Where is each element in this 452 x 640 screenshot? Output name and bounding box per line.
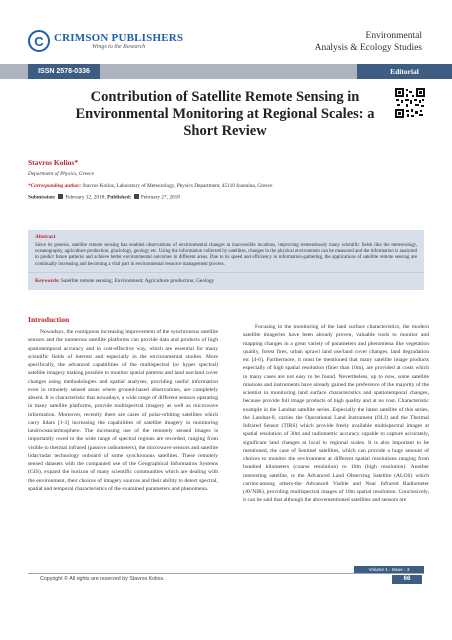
corresponding-label: *Corresponding author: <box>28 183 82 189</box>
body-column-right <box>243 323 429 505</box>
crimson-logo-icon: C <box>28 30 50 52</box>
calendar-icon <box>58 194 63 199</box>
body-column-left <box>28 328 218 493</box>
publisher-logo <box>28 30 183 52</box>
corresponding-author <box>28 183 272 189</box>
corresponding-text: Stavros Kolios, Laboratory of Meteorology, Physics Department, 45110 Ioannina, Greece <box>82 183 273 189</box>
published-date: February 27, 2018 <box>140 194 180 201</box>
calendar-icon <box>134 194 139 199</box>
footer-divider <box>28 573 424 574</box>
publisher-tagline: Wings to the Research <box>92 44 146 50</box>
author-name: Stavros Kolios* <box>28 158 79 167</box>
abstract-heading: Abstract <box>35 234 56 240</box>
qr-code-icon <box>395 88 425 118</box>
keywords-text: Satellite remote sensing; Environment; Agriculture production; Geology <box>61 278 215 284</box>
submission-label: Submission: <box>28 194 56 201</box>
introduction-heading: Introduction <box>28 315 70 324</box>
volume-issue-badge: Volume 1 - Issue - 3 <box>354 566 424 573</box>
abstract-text: Since its genesis, satellite remote sensing has enabled observations of environmental changes at inaccessible locations, improving tremendously many scientific fields like the meteorology, oceanography, agriculture production, glaciology, geology etc. Using the information collected by satellites, changes in the physical environment can be measured and the information is analyzed to predict future patterns and achieve better environmental outcomes in different areas. Due to its speed and efficiency in information-gathering, the applications of satellite remote sensing are continually increasing and becoming a vital part in environmental resource management process. <box>35 243 417 267</box>
issn-badge: ISSN 2578-0336 <box>28 64 100 79</box>
section-badge: Editorial <box>357 64 452 79</box>
intro-paragraph-1: Nowadays, the contiguous increasing improvement of the synchronous satellite sensors and the numerous satellite platforms can provide data and products of high spatiotemporal accuracy and in cost-effective way, which are essential for many scientific fields of interest and especially in the environmental studies. More specifically, the advanced capabilities of the multispectral (or hyper spectral) satellite imagery making possible to monitor spatial patterns and land use/land cover changes using methodologies and spatial analyses, providing useful information even in remotely sensed areas where ground-based observations, are completely absent. It is characteristic that nowadays, a wide range of different sensors operating in many satellite platforms, provide multispectral imagery as well as microwave information. Moreover, recently there are cases of polar-orbiting satellites which carry lidars [1-3] increasing the capabilities of satellite imagery in monitoring land/ocean/atmosphere. The increasing use of the remotely sensed images is importantly owed to the wide range of spectral regions are recorded, ranging from visible to thermal infrared (passive radiometers), the microwave sensors and satellite lidar/radar technology onboard of some synchronous satellites. These remotely sensed datasets with the companied use of the Geographical Information Systems (GIS), expand the horizon of many scientific communities which are dealing with the environment, their choices of imagery sources and their ability to detect spectral, spatial and temporal characteristics of the examined parameters and phenomena. <box>28 329 218 492</box>
keywords-box <box>28 272 424 290</box>
journal-name: Environmental Analysis & Ecology Studies <box>314 31 422 53</box>
page-number: 66 <box>392 575 422 584</box>
publisher-name: CRIMSON PUBLISHERS <box>54 32 184 44</box>
article-title: Contribution of Satellite Remote Sensing in Environmental Monitoring at Regional Scales: a Short Review <box>75 89 375 139</box>
header-bar <box>0 64 452 79</box>
keywords-label: Keywords: <box>35 278 60 284</box>
copyright-notice: Copyright © All rights are reserved by Stavros Kolios. <box>40 576 165 582</box>
intro-paragraph-2: Focusing in the monitoring of the land surface characteristics, the modern satellite imageries have been already proven, valuable tools to monitor and mapping changes in a great variety of parameters and phenomena like vegetation quality, forest fires, urban sprawl land use/land cover changes, land degradation etc [4-6]. Furthermore, it must be mentioned that many satellite image products especially of high spatial resolution (finer than 10m), are provided at costs which in many cases are not easy to be found. Nevertheless, up to now, some satellite missions and instruments have already gained the preference of the majority of the scientist in monitoring land surface characteristics and spatiotemporal changes, because provide full image products of high quality and at no cost. Characteristic example in the Landsat satellite series. Especially the latest satellite of this series, the Landsat-8, carries the Operational Land Instrument (OLI) and the Thermal Infrared Sensor (TIRS) which provide freely available multispectral images at spatial resolution of 30m and radiometric accuracy capable to capture accurately, significant land changes at local to regional scales. It is also important to be mentioned, the case of Sentinel satellites, which can provide a huge amount of choices to monitor the environment at different spatial resolutions ranging from hundred kilometers (coarse resolution) to 10m (high resolution). Another interesting satellite, is the Advanced Land Observing Satellite (ALOS) which carries-among others-the Advanced Visible and Near Infrared Radiometer (AVNIR), providing multispectral images of 10m spatial resolution. Conclusively, it can be said that although the abovementioned satellites and sensors are <box>243 324 429 504</box>
submission-date: February 12, 2018; <box>65 194 106 201</box>
published-label: Published: <box>107 194 132 201</box>
abstract-box <box>28 230 424 272</box>
article-dates <box>28 194 180 201</box>
author-department: Department of Physics, Greece <box>28 171 94 177</box>
